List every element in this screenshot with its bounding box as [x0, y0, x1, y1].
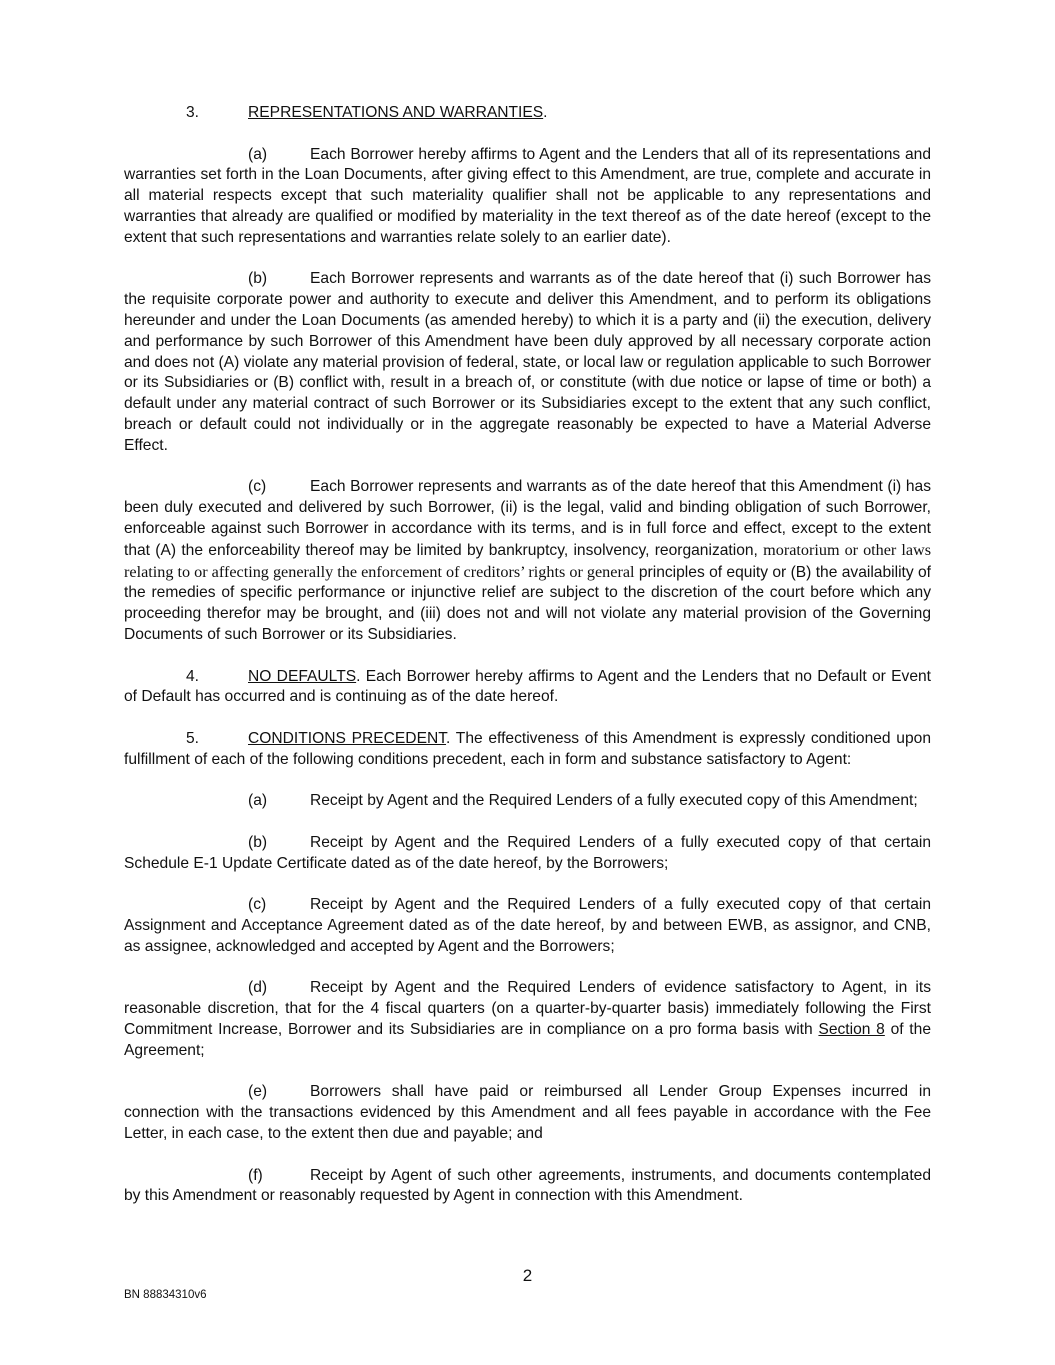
section-number: 4. [186, 667, 200, 685]
section-title: CONDITIONS PRECEDENT [248, 729, 447, 747]
section-title: REPRESENTATIONS AND WARRANTIES [248, 104, 544, 121]
paragraph-3b [124, 269, 931, 456]
section-title: NO DEFAULTS [248, 667, 357, 685]
clause-label: (b) [248, 270, 268, 288]
section-3-heading: 3. REPRESENTATIONS AND WARRANTIES. [124, 103, 931, 124]
clause-text: Receipt by Agent and the Required Lenders of evidence satisfactory to Agent, in its reasonable discretion, that for the 4 fiscal quarters (on a quarter-by-quarter basis) immediately following the First Commitment Increase, Borrower and its Subsidiaries are in compliance on a pro forma basis with [124, 979, 931, 1039]
paragraph-5b [124, 833, 931, 875]
paragraph-5c [124, 895, 931, 957]
clause-label: (a) [248, 145, 268, 163]
section-number: 3. [186, 104, 200, 121]
clause-text: Receipt by Agent and the Required Lenders of a fully executed copy of that certain Assignment and Acceptance Agreement dated as of the date hereof, by and between EWB, as assignor, and CNB, as assignee, acknowledged and accepted by Agent and the Borrowers; [124, 896, 931, 955]
clause-text: Each Borrower hereby affirms to Agent and the Lenders that all of its representations and warranties set forth in the Loan Documents, after giving effect to this Amendment, are true, complete and accurate in all material respects except that such materiality qualifier shall not be applicable to any representations and warranties that already are qualified or modified by materiality in the text thereof as of the date hereof (except to the extent that such representations and warranties relate solely to an earlier date). [124, 145, 931, 246]
section-number: 5. [186, 729, 200, 747]
clause-label: (d) [248, 979, 268, 997]
clause-label: (f) [248, 1166, 263, 1184]
document-id: BN 88834310v6 [124, 1289, 207, 1301]
document-page [124, 103, 931, 1228]
clause-text: of the Agreement; [124, 1021, 931, 1059]
section-4 [124, 667, 931, 709]
paragraph-3c [124, 477, 931, 645]
clause-text: Receipt by Agent of such other agreements, instruments, and documents contemplated by this Amendment or reasonably requested by Agent in connection with this Amendment. [124, 1166, 931, 1205]
paragraph-5a [124, 791, 931, 812]
section-text: . The effectiveness of this Amendment is expressly conditioned upon fulfillment of each of the following conditions precedent, each in form and substance satisfactory to Agent: [124, 729, 931, 768]
clause-text: Borrowers shall have paid or reimbursed all Lender Group Expenses incurred in connection with the transactions evidenced by this Amendment and all fees payable in accordance with the Fee Letter, in each case, to the extent then due and payable; and [124, 1083, 931, 1143]
section-5 [124, 729, 931, 771]
clause-text: Each Borrower represents and warrants as of the date hereof that (i) such Borrower has the requisite corporate power and authority to execute and deliver this Amendment, and to perform its obligations hereunder and under the Loan Documents (as amended hereby) to which it is a party and (ii) the execution, delivery and performance by such Borrower of this Amendment have been duly approved by all necessary corporate action and does not (A) violate any material provision of federal, state, or local law or regulation applicable to such Borrower or its Subsidiaries or (B) conflict with, result in a breach of, or constitute (with due notice or lapse of time or both) a default under any material contract of such Borrower or its Subsidiaries except to the extent that any such conflict, breach or default could not individually or in the aggregate reasonably be expected to have a Material Adverse Effect. [124, 270, 931, 454]
paragraph-3a [124, 145, 931, 249]
clause-label: (c) [248, 896, 267, 914]
clause-label: (e) [248, 1083, 268, 1101]
paragraph-5f [124, 1166, 931, 1208]
clause-label: (a) [248, 792, 268, 810]
clause-text: principles of equity or (B) the availability of the remedies of specific performance or injunctive relief are subject to the discretion of the court before which any proceeding therefor may be brought, and (iii) does not and will not violate any material provision of the Governing Documents of such Borrower or its Subsidiaries. [124, 563, 932, 643]
paragraph-5d [124, 978, 931, 1061]
clause-text: Each Borrower represents and warrants as of the date hereof that this Amendment (i) has been duly executed and delivered by such Borrower, (ii) is the legal, valid and binding obligation of such Borrower, enforceable against such Borrower in accordance with its terms, and is in full force and effect, except to the extent that (A) the enforceability thereof may be limited by bankruptcy, insolvency, reorganization, [124, 478, 931, 559]
clause-text: Receipt by Agent and the Required Lenders of a fully executed copy of this Amendment; [310, 792, 918, 810]
clause-label: (c) [248, 478, 267, 496]
page-number: 2 [522, 1266, 533, 1285]
clause-text-serif: moratorium or other laws relating to or affecting generally the enforcement of creditors’ rights or general [124, 540, 931, 581]
clause-label: (b) [248, 833, 268, 851]
section-8-reference: Section 8 [818, 1021, 885, 1039]
paragraph-5e [124, 1082, 931, 1144]
section-text: . Each Borrower hereby affirms to Agent and the Lenders that no Default or Event of Default has occurred and is continuing as of the date hereof. [124, 667, 931, 706]
clause-text: Receipt by Agent and the Required Lenders of a fully executed copy of that certain Schedule E-1 Update Certificate dated as of the date hereof, by the Borrowers; [124, 833, 931, 872]
